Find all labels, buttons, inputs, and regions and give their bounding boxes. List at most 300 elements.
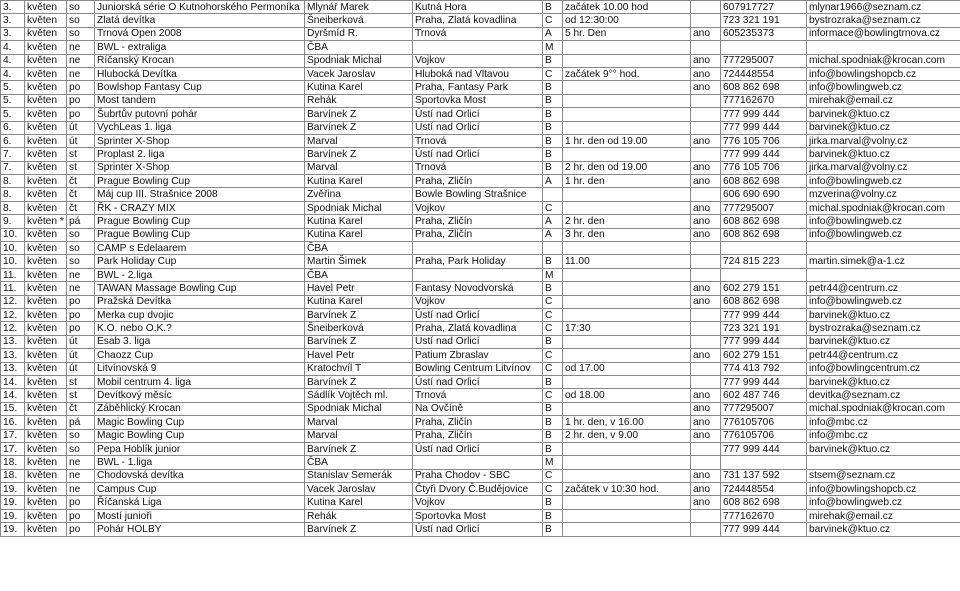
confirmed-cell[interactable]: [691, 255, 721, 268]
weekday-cell[interactable]: po: [67, 308, 95, 321]
day-cell[interactable]: 7.: [1, 161, 25, 174]
event-name-cell[interactable]: CAMP s Edelaarem: [95, 242, 305, 255]
category-cell[interactable]: B: [543, 375, 563, 388]
confirmed-cell[interactable]: [691, 242, 721, 255]
weekday-cell[interactable]: po: [67, 295, 95, 308]
day-cell[interactable]: 9.: [1, 215, 25, 228]
phone-cell[interactable]: 724448554: [721, 67, 807, 80]
event-name-cell[interactable]: ŘK - CRAZY MIX: [95, 201, 305, 214]
phone-cell[interactable]: [721, 41, 807, 54]
email-cell[interactable]: stsem@seznam.cz: [807, 469, 960, 482]
category-cell[interactable]: B: [543, 1, 563, 14]
month-cell[interactable]: květen: [25, 81, 67, 94]
start-time-cell[interactable]: [563, 268, 691, 281]
start-time-cell[interactable]: [563, 349, 691, 362]
category-cell[interactable]: B: [543, 402, 563, 415]
email-cell[interactable]: barvinek@ktuo.cz: [807, 375, 960, 388]
event-name-cell[interactable]: Merka cup dvojic: [95, 308, 305, 321]
category-cell[interactable]: B: [543, 523, 563, 536]
start-time-cell[interactable]: [563, 496, 691, 509]
email-cell[interactable]: barvinek@ktuo.cz: [807, 121, 960, 134]
category-cell[interactable]: B: [543, 509, 563, 522]
venue-cell[interactable]: Praha, Fantasy Park: [413, 81, 543, 94]
phone-cell[interactable]: 777 999 444: [721, 523, 807, 536]
confirmed-cell[interactable]: [691, 442, 721, 455]
venue-cell[interactable]: Trnová: [413, 134, 543, 147]
month-cell[interactable]: květen: [25, 14, 67, 27]
phone-cell[interactable]: 777295007: [721, 402, 807, 415]
day-cell[interactable]: 18.: [1, 469, 25, 482]
category-cell[interactable]: A: [543, 175, 563, 188]
weekday-cell[interactable]: st: [67, 161, 95, 174]
phone-cell[interactable]: 605235373: [721, 27, 807, 40]
confirmed-cell[interactable]: ano: [691, 54, 721, 67]
organizer-cell[interactable]: Mlynář Marek: [305, 1, 413, 14]
category-cell[interactable]: C: [543, 295, 563, 308]
day-cell[interactable]: 12.: [1, 295, 25, 308]
day-cell[interactable]: 10.: [1, 228, 25, 241]
start-time-cell[interactable]: 17:30: [563, 322, 691, 335]
confirmed-cell[interactable]: ano: [691, 228, 721, 241]
weekday-cell[interactable]: so: [67, 27, 95, 40]
phone-cell[interactable]: 723 321 191: [721, 14, 807, 27]
month-cell[interactable]: květen: [25, 121, 67, 134]
weekday-cell[interactable]: so: [67, 255, 95, 268]
category-cell[interactable]: B: [543, 161, 563, 174]
venue-cell[interactable]: Na Ovčíně: [413, 402, 543, 415]
day-cell[interactable]: 8.: [1, 175, 25, 188]
weekday-cell[interactable]: po: [67, 322, 95, 335]
month-cell[interactable]: květen: [25, 416, 67, 429]
weekday-cell[interactable]: út: [67, 335, 95, 348]
day-cell[interactable]: 19.: [1, 523, 25, 536]
organizer-cell[interactable]: ČBA: [305, 268, 413, 281]
category-cell[interactable]: C: [543, 349, 563, 362]
event-name-cell[interactable]: Hlubocká Devítka: [95, 67, 305, 80]
event-name-cell[interactable]: Park Holiday Cup: [95, 255, 305, 268]
day-cell[interactable]: 12.: [1, 308, 25, 321]
email-cell[interactable]: martin.simek@a-1.cz: [807, 255, 960, 268]
event-name-cell[interactable]: Šubrtův putovní pohár: [95, 108, 305, 121]
weekday-cell[interactable]: ne: [67, 483, 95, 496]
weekday-cell[interactable]: ne: [67, 282, 95, 295]
category-cell[interactable]: C: [543, 469, 563, 482]
day-cell[interactable]: 10.: [1, 242, 25, 255]
day-cell[interactable]: 19.: [1, 509, 25, 522]
event-name-cell[interactable]: Máj cup III. Strašnice 2008: [95, 188, 305, 201]
organizer-cell[interactable]: Marval: [305, 429, 413, 442]
start-time-cell[interactable]: 11.00: [563, 255, 691, 268]
email-cell[interactable]: [807, 268, 960, 281]
event-name-cell[interactable]: Trnová Open 2008: [95, 27, 305, 40]
phone-cell[interactable]: 724448554: [721, 483, 807, 496]
email-cell[interactable]: mirehak@email.cz: [807, 509, 960, 522]
organizer-cell[interactable]: Zvěřina: [305, 188, 413, 201]
category-cell[interactable]: B: [543, 134, 563, 147]
confirmed-cell[interactable]: [691, 14, 721, 27]
email-cell[interactable]: jirka.marval@volny.cz: [807, 134, 960, 147]
month-cell[interactable]: květen: [25, 496, 67, 509]
event-name-cell[interactable]: Pražská Devítka: [95, 295, 305, 308]
organizer-cell[interactable]: Spodniak Michal: [305, 54, 413, 67]
email-cell[interactable]: info@bowlingshopcb.cz: [807, 483, 960, 496]
day-cell[interactable]: 13.: [1, 362, 25, 375]
confirmed-cell[interactable]: [691, 308, 721, 321]
confirmed-cell[interactable]: ano: [691, 416, 721, 429]
category-cell[interactable]: B: [543, 255, 563, 268]
start-time-cell[interactable]: 1 hr. den: [563, 175, 691, 188]
email-cell[interactable]: bystrozraka@seznam.cz: [807, 322, 960, 335]
category-cell[interactable]: C: [543, 389, 563, 402]
start-time-cell[interactable]: začátek v 10:30 hod.: [563, 483, 691, 496]
category-cell[interactable]: B: [543, 54, 563, 67]
organizer-cell[interactable]: Kutina Karel: [305, 496, 413, 509]
start-time-cell[interactable]: [563, 121, 691, 134]
month-cell[interactable]: květen: [25, 201, 67, 214]
weekday-cell[interactable]: čt: [67, 201, 95, 214]
phone-cell[interactable]: 608 862 698: [721, 175, 807, 188]
email-cell[interactable]: devitka@seznam.cz: [807, 389, 960, 402]
category-cell[interactable]: [543, 242, 563, 255]
month-cell[interactable]: květen *: [25, 215, 67, 228]
event-name-cell[interactable]: BWL - 1.liga: [95, 456, 305, 469]
venue-cell[interactable]: Trnová: [413, 389, 543, 402]
venue-cell[interactable]: Sportovka Most: [413, 94, 543, 107]
day-cell[interactable]: 13.: [1, 335, 25, 348]
venue-cell[interactable]: Praha, Zličín: [413, 416, 543, 429]
email-cell[interactable]: barvinek@ktuo.cz: [807, 108, 960, 121]
organizer-cell[interactable]: Kutina Karel: [305, 295, 413, 308]
start-time-cell[interactable]: [563, 54, 691, 67]
phone-cell[interactable]: 777295007: [721, 54, 807, 67]
phone-cell[interactable]: 724 815 223: [721, 255, 807, 268]
month-cell[interactable]: květen: [25, 429, 67, 442]
weekday-cell[interactable]: čt: [67, 175, 95, 188]
organizer-cell[interactable]: Spodniak Michal: [305, 201, 413, 214]
weekday-cell[interactable]: út: [67, 134, 95, 147]
month-cell[interactable]: květen: [25, 402, 67, 415]
venue-cell[interactable]: Praha, Zličín: [413, 228, 543, 241]
confirmed-cell[interactable]: ano: [691, 67, 721, 80]
category-cell[interactable]: B: [543, 282, 563, 295]
phone-cell[interactable]: 777162670: [721, 94, 807, 107]
organizer-cell[interactable]: Marval: [305, 134, 413, 147]
event-name-cell[interactable]: Bowlshop Fantasy Cup: [95, 81, 305, 94]
event-name-cell[interactable]: VychLeas 1. liga: [95, 121, 305, 134]
day-cell[interactable]: 11.: [1, 282, 25, 295]
email-cell[interactable]: info@bowlingweb.cz: [807, 81, 960, 94]
weekday-cell[interactable]: po: [67, 81, 95, 94]
weekday-cell[interactable]: ne: [67, 268, 95, 281]
event-name-cell[interactable]: Pepa Hoblík junior: [95, 442, 305, 455]
category-cell[interactable]: B: [543, 496, 563, 509]
month-cell[interactable]: květen: [25, 228, 67, 241]
organizer-cell[interactable]: Barvínek Z: [305, 148, 413, 161]
venue-cell[interactable]: Praha Chodov - SBC: [413, 469, 543, 482]
confirmed-cell[interactable]: [691, 362, 721, 375]
event-name-cell[interactable]: Říčanská Liga: [95, 496, 305, 509]
organizer-cell[interactable]: Barvínek Z: [305, 335, 413, 348]
start-time-cell[interactable]: 2 hr. den, v 9.00: [563, 429, 691, 442]
category-cell[interactable]: C: [543, 14, 563, 27]
month-cell[interactable]: květen: [25, 161, 67, 174]
event-name-cell[interactable]: TAWAN Massage Bowling Cup: [95, 282, 305, 295]
start-time-cell[interactable]: 1 hr. den od 19.00: [563, 134, 691, 147]
category-cell[interactable]: M: [543, 41, 563, 54]
start-time-cell[interactable]: začátek 10.00 hod: [563, 1, 691, 14]
confirmed-cell[interactable]: [691, 322, 721, 335]
phone-cell[interactable]: 608 862 698: [721, 215, 807, 228]
start-time-cell[interactable]: [563, 523, 691, 536]
start-time-cell[interactable]: 5 hr. Den: [563, 27, 691, 40]
month-cell[interactable]: květen: [25, 469, 67, 482]
category-cell[interactable]: B: [543, 94, 563, 107]
venue-cell[interactable]: Bowling Centrum Litvínov: [413, 362, 543, 375]
category-cell[interactable]: B: [543, 108, 563, 121]
phone-cell[interactable]: 608 862 698: [721, 228, 807, 241]
venue-cell[interactable]: Ústí nad Orlicí: [413, 375, 543, 388]
day-cell[interactable]: 16.: [1, 416, 25, 429]
phone-cell[interactable]: 777 999 444: [721, 148, 807, 161]
email-cell[interactable]: [807, 242, 960, 255]
phone-cell[interactable]: 777 999 444: [721, 442, 807, 455]
day-cell[interactable]: 10.: [1, 255, 25, 268]
start-time-cell[interactable]: [563, 402, 691, 415]
confirmed-cell[interactable]: ano: [691, 349, 721, 362]
day-cell[interactable]: 19.: [1, 483, 25, 496]
event-name-cell[interactable]: Esab 3. liga: [95, 335, 305, 348]
organizer-cell[interactable]: Barvínek Z: [305, 108, 413, 121]
day-cell[interactable]: 4.: [1, 67, 25, 80]
organizer-cell[interactable]: Rehák: [305, 509, 413, 522]
venue-cell[interactable]: [413, 242, 543, 255]
email-cell[interactable]: barvinek@ktuo.cz: [807, 442, 960, 455]
day-cell[interactable]: 4.: [1, 54, 25, 67]
weekday-cell[interactable]: ne: [67, 456, 95, 469]
weekday-cell[interactable]: po: [67, 509, 95, 522]
day-cell[interactable]: 17.: [1, 429, 25, 442]
email-cell[interactable]: mirehak@email.cz: [807, 94, 960, 107]
day-cell[interactable]: 3.: [1, 14, 25, 27]
organizer-cell[interactable]: ČBA: [305, 41, 413, 54]
weekday-cell[interactable]: čt: [67, 402, 95, 415]
event-name-cell[interactable]: Chodovská devítka: [95, 469, 305, 482]
venue-cell[interactable]: Ústí nad Orlicí: [413, 523, 543, 536]
month-cell[interactable]: květen: [25, 67, 67, 80]
email-cell[interactable]: [807, 41, 960, 54]
confirmed-cell[interactable]: ano: [691, 389, 721, 402]
venue-cell[interactable]: [413, 456, 543, 469]
phone-cell[interactable]: 777 999 444: [721, 335, 807, 348]
phone-cell[interactable]: 777 999 444: [721, 308, 807, 321]
weekday-cell[interactable]: po: [67, 108, 95, 121]
phone-cell[interactable]: 608 862 698: [721, 81, 807, 94]
category-cell[interactable]: [543, 188, 563, 201]
weekday-cell[interactable]: so: [67, 1, 95, 14]
organizer-cell[interactable]: Šneiberková: [305, 322, 413, 335]
venue-cell[interactable]: Kutná Hora: [413, 1, 543, 14]
month-cell[interactable]: květen: [25, 456, 67, 469]
month-cell[interactable]: květen: [25, 483, 67, 496]
organizer-cell[interactable]: ČBA: [305, 456, 413, 469]
phone-cell[interactable]: 777 999 444: [721, 108, 807, 121]
weekday-cell[interactable]: út: [67, 121, 95, 134]
venue-cell[interactable]: Praha, Zlatá kovadlina: [413, 14, 543, 27]
event-name-cell[interactable]: Proplast 2. liga: [95, 148, 305, 161]
event-name-cell[interactable]: Prague Bowling Cup: [95, 215, 305, 228]
start-time-cell[interactable]: [563, 41, 691, 54]
category-cell[interactable]: C: [543, 483, 563, 496]
email-cell[interactable]: [807, 456, 960, 469]
organizer-cell[interactable]: Sádlík Vojtěch ml.: [305, 389, 413, 402]
weekday-cell[interactable]: ne: [67, 41, 95, 54]
category-cell[interactable]: C: [543, 308, 563, 321]
weekday-cell[interactable]: po: [67, 523, 95, 536]
confirmed-cell[interactable]: [691, 268, 721, 281]
category-cell[interactable]: B: [543, 429, 563, 442]
confirmed-cell[interactable]: [691, 1, 721, 14]
confirmed-cell[interactable]: [691, 108, 721, 121]
organizer-cell[interactable]: Marval: [305, 161, 413, 174]
start-time-cell[interactable]: 3 hr. den: [563, 228, 691, 241]
email-cell[interactable]: michal.spodniak@krocan.com: [807, 54, 960, 67]
event-name-cell[interactable]: Mostí junioři: [95, 509, 305, 522]
organizer-cell[interactable]: Vacek Jaroslav: [305, 67, 413, 80]
phone-cell[interactable]: [721, 456, 807, 469]
organizer-cell[interactable]: Havel Petr: [305, 282, 413, 295]
email-cell[interactable]: info@mbc.cz: [807, 429, 960, 442]
email-cell[interactable]: info@bowlingshopcb.cz: [807, 67, 960, 80]
month-cell[interactable]: květen: [25, 389, 67, 402]
organizer-cell[interactable]: Barvínek Z: [305, 375, 413, 388]
start-time-cell[interactable]: [563, 295, 691, 308]
month-cell[interactable]: květen: [25, 54, 67, 67]
email-cell[interactable]: bystrozraka@seznam.cz: [807, 14, 960, 27]
start-time-cell[interactable]: 1 hr. den, v 16.00: [563, 416, 691, 429]
organizer-cell[interactable]: Rehák: [305, 94, 413, 107]
confirmed-cell[interactable]: [691, 188, 721, 201]
month-cell[interactable]: květen: [25, 375, 67, 388]
confirmed-cell[interactable]: [691, 335, 721, 348]
venue-cell[interactable]: Praha, Zličín: [413, 175, 543, 188]
venue-cell[interactable]: Hluboká nad Vltavou: [413, 67, 543, 80]
event-name-cell[interactable]: Prague Bowling Cup: [95, 228, 305, 241]
venue-cell[interactable]: Trnová: [413, 27, 543, 40]
event-name-cell[interactable]: Juniorská série O Kutnohorského Permoníka: [95, 1, 305, 14]
day-cell[interactable]: 6.: [1, 134, 25, 147]
organizer-cell[interactable]: Havel Petr: [305, 349, 413, 362]
venue-cell[interactable]: Vojkov: [413, 295, 543, 308]
category-cell[interactable]: C: [543, 67, 563, 80]
start-time-cell[interactable]: [563, 442, 691, 455]
event-name-cell[interactable]: Říčanský Krocan: [95, 54, 305, 67]
email-cell[interactable]: petr44@centrum.cz: [807, 349, 960, 362]
weekday-cell[interactable]: po: [67, 496, 95, 509]
month-cell[interactable]: květen: [25, 295, 67, 308]
start-time-cell[interactable]: [563, 308, 691, 321]
event-name-cell[interactable]: Litvínovská 9: [95, 362, 305, 375]
phone-cell[interactable]: 777 999 444: [721, 375, 807, 388]
day-cell[interactable]: 18.: [1, 456, 25, 469]
venue-cell[interactable]: Bowle Bowling Strašnice: [413, 188, 543, 201]
month-cell[interactable]: květen: [25, 308, 67, 321]
organizer-cell[interactable]: Kratochvíl T: [305, 362, 413, 375]
start-time-cell[interactable]: [563, 94, 691, 107]
start-time-cell[interactable]: od 18.00: [563, 389, 691, 402]
category-cell[interactable]: A: [543, 27, 563, 40]
email-cell[interactable]: barvinek@ktuo.cz: [807, 308, 960, 321]
category-cell[interactable]: A: [543, 228, 563, 241]
event-name-cell[interactable]: Magic Bowling Cup: [95, 416, 305, 429]
organizer-cell[interactable]: Barvínek Z: [305, 121, 413, 134]
organizer-cell[interactable]: Stanislav Semerák: [305, 469, 413, 482]
confirmed-cell[interactable]: [691, 523, 721, 536]
confirmed-cell[interactable]: [691, 509, 721, 522]
category-cell[interactable]: A: [543, 215, 563, 228]
phone-cell[interactable]: 606 690 690: [721, 188, 807, 201]
organizer-cell[interactable]: Vacek Jaroslav: [305, 483, 413, 496]
category-cell[interactable]: C: [543, 322, 563, 335]
organizer-cell[interactable]: Barvínek Z: [305, 442, 413, 455]
start-time-cell[interactable]: začátek 9°° hod.: [563, 67, 691, 80]
organizer-cell[interactable]: Marval: [305, 416, 413, 429]
event-name-cell[interactable]: Chaozz Cup: [95, 349, 305, 362]
weekday-cell[interactable]: ne: [67, 469, 95, 482]
email-cell[interactable]: michal.spodniak@krocan.com: [807, 201, 960, 214]
confirmed-cell[interactable]: ano: [691, 161, 721, 174]
venue-cell[interactable]: Ústí nad Orlicí: [413, 121, 543, 134]
phone-cell[interactable]: 608 862 698: [721, 496, 807, 509]
confirmed-cell[interactable]: ano: [691, 201, 721, 214]
phone-cell[interactable]: 607917727: [721, 1, 807, 14]
weekday-cell[interactable]: út: [67, 349, 95, 362]
phone-cell[interactable]: 776105706: [721, 429, 807, 442]
confirmed-cell[interactable]: [691, 41, 721, 54]
category-cell[interactable]: M: [543, 268, 563, 281]
venue-cell[interactable]: Praha, Zličín: [413, 215, 543, 228]
confirmed-cell[interactable]: ano: [691, 295, 721, 308]
email-cell[interactable]: jirka.marval@volny.cz: [807, 161, 960, 174]
start-time-cell[interactable]: [563, 81, 691, 94]
event-name-cell[interactable]: Pohár HOLBY: [95, 523, 305, 536]
category-cell[interactable]: B: [543, 121, 563, 134]
weekday-cell[interactable]: so: [67, 14, 95, 27]
venue-cell[interactable]: [413, 268, 543, 281]
start-time-cell[interactable]: [563, 335, 691, 348]
day-cell[interactable]: 4.: [1, 41, 25, 54]
start-time-cell[interactable]: 2 hr. den od 19.00: [563, 161, 691, 174]
start-time-cell[interactable]: [563, 108, 691, 121]
month-cell[interactable]: květen: [25, 349, 67, 362]
event-name-cell[interactable]: Mobil centrum 4. liga: [95, 375, 305, 388]
organizer-cell[interactable]: Kutina Karel: [305, 81, 413, 94]
day-cell[interactable]: 5.: [1, 108, 25, 121]
phone-cell[interactable]: 602 279 151: [721, 349, 807, 362]
weekday-cell[interactable]: so: [67, 228, 95, 241]
confirmed-cell[interactable]: [691, 94, 721, 107]
weekday-cell[interactable]: pá: [67, 416, 95, 429]
weekday-cell[interactable]: st: [67, 375, 95, 388]
start-time-cell[interactable]: 2 hr. den: [563, 215, 691, 228]
weekday-cell[interactable]: so: [67, 429, 95, 442]
event-name-cell[interactable]: BWL - 2.liga: [95, 268, 305, 281]
start-time-cell[interactable]: od 12:30:00: [563, 14, 691, 27]
category-cell[interactable]: B: [543, 416, 563, 429]
month-cell[interactable]: květen: [25, 148, 67, 161]
venue-cell[interactable]: [413, 41, 543, 54]
month-cell[interactable]: květen: [25, 362, 67, 375]
email-cell[interactable]: mzverina@volny.cz: [807, 188, 960, 201]
